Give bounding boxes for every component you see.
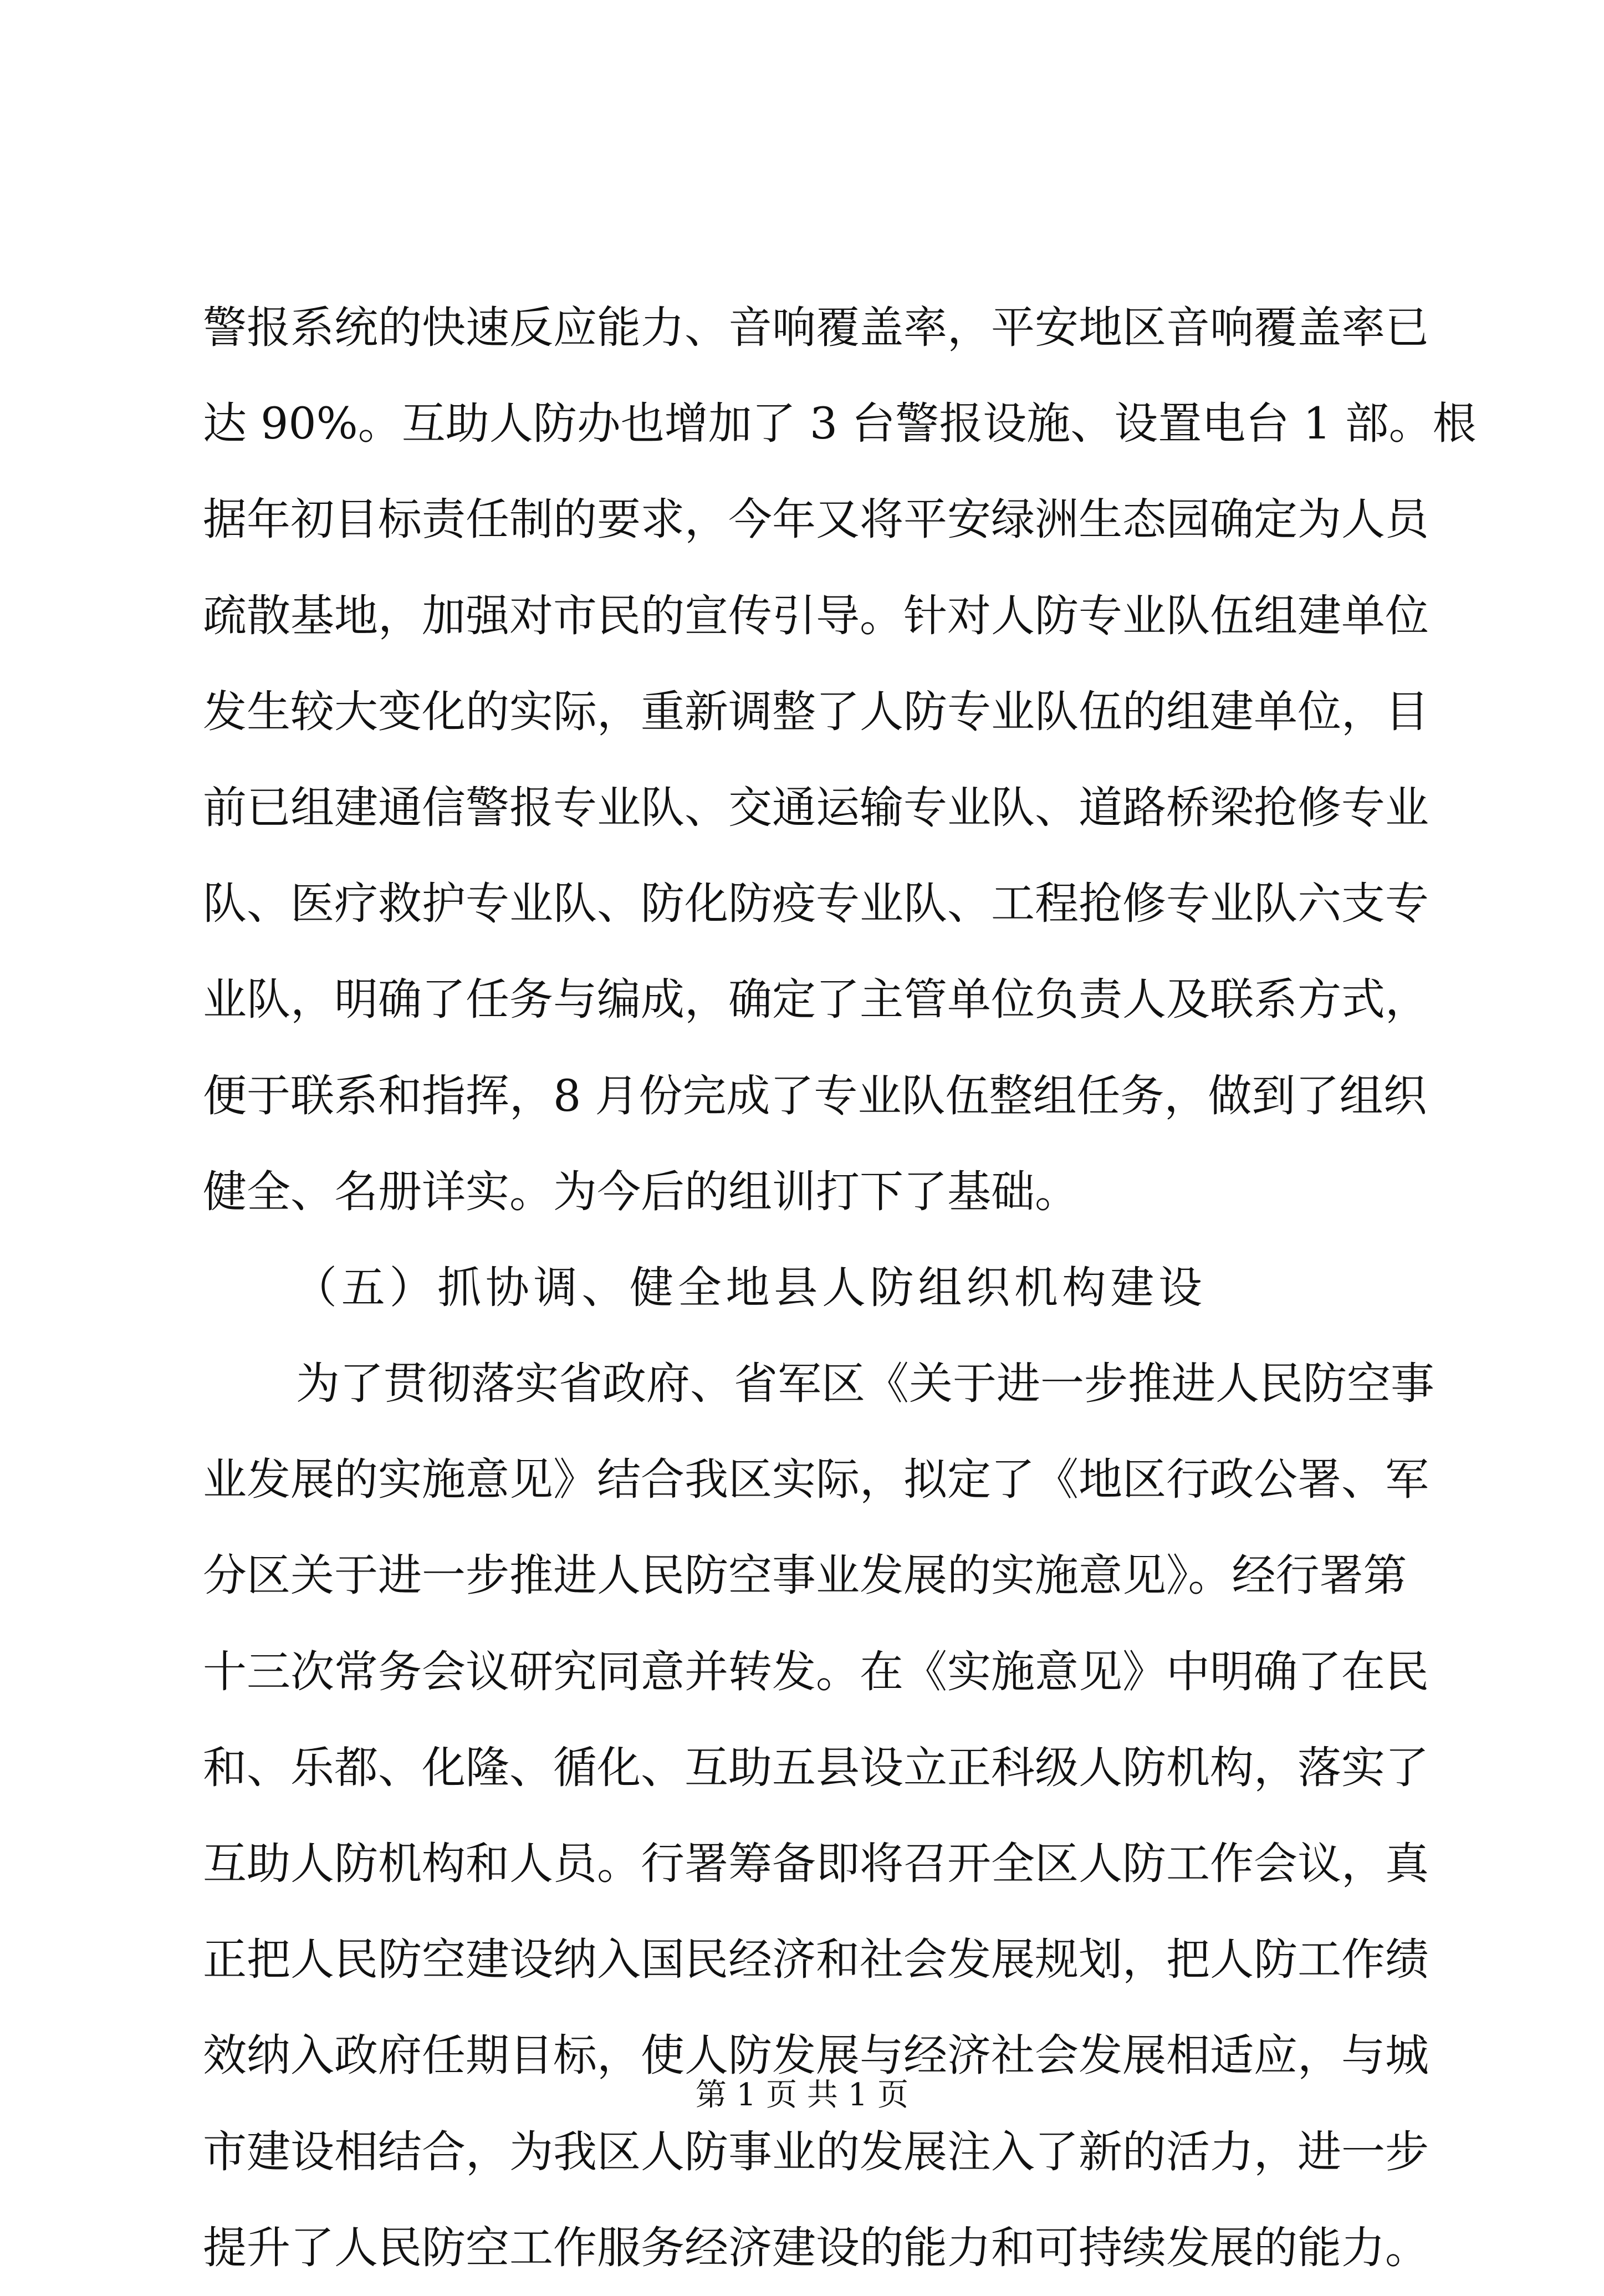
text-line: 互助人防机构和人员。行署筹备即将召开全区人防工作会议，真 [203, 1838, 1429, 1889]
text-line: 健全、名册详实。为今后的组训打下了基础。 [203, 1166, 1079, 1217]
text-line: 队、医疗救护专业队、防化防疫专业队、工程抢修专业队六支专 [203, 878, 1429, 930]
paragraph-alarm-system [203, 280, 1477, 1240]
text-line: 正把人民防空建设纳入国民经济和社会发展规划，把人防工作绩 [203, 1934, 1429, 1986]
text-line: 便于联系和指挥，8 月份完成了专业队伍整组任务，做到了组织 [203, 1070, 1427, 1121]
text-line: 和、乐都、化隆、循化、互助五县设立正科级人防机构，落实了 [203, 1742, 1429, 1793]
page-number-footer: 第 1 页 共 1 页 [695, 2077, 909, 2113]
text-line: 疏散基地，加强对市民的宣传引导。针对人防专业队伍组建单位 [203, 590, 1429, 641]
text-line: 警报系统的快速反应能力、音响覆盖率，平安地区音响覆盖率已 [203, 302, 1429, 353]
text-line: 达 90%。互助人防办也增加了 3 台警报设施、设置电台 1 部。根 [203, 398, 1477, 450]
text-line: 业队，明确了任务与编成，确定了主管单位负责人及联系方式， [203, 974, 1429, 1025]
text-line: 分区关于进一步推进人民防空事业发展的实施意见》。经行署第 [203, 1550, 1407, 1601]
text-line: 据年初目标责任制的要求，今年又将平安绿洲生态园确定为人员 [203, 494, 1429, 545]
document-body [203, 280, 1477, 2296]
paragraph-organization [203, 1336, 1434, 2296]
text-line: 市建设相结合，为我区人防事业的发展注入了新的活力，进一步 [203, 2126, 1429, 2177]
text-line: 业发展的实施意见》结合我区实际，拟定了《地区行政公署、军 [203, 1454, 1429, 1506]
text-line: 效纳入政府任期目标，使人防发展与经济社会发展相适应，与城 [203, 2030, 1429, 2081]
text-line: 提升了人民防空工作服务经济建设的能力和可持续发展的能力。 [203, 2222, 1429, 2273]
text-line: 前已组建通信警报专业队、交通运输专业队、道路桥梁抢修专业 [203, 782, 1429, 833]
text-line: 十三次常务会议研究同意并转发。在《实施意见》中明确了在民 [203, 1646, 1429, 1697]
text-line: 发生较大变化的实际，重新调整了人防专业队伍的组建单位，目 [203, 686, 1429, 737]
text-line: 为了贯彻落实省政府、省军区《关于进一步推进人民防空事 [296, 1358, 1434, 1410]
section-heading: （五）抓协调、健全地县人防组织机构建设 [293, 1262, 1202, 1313]
